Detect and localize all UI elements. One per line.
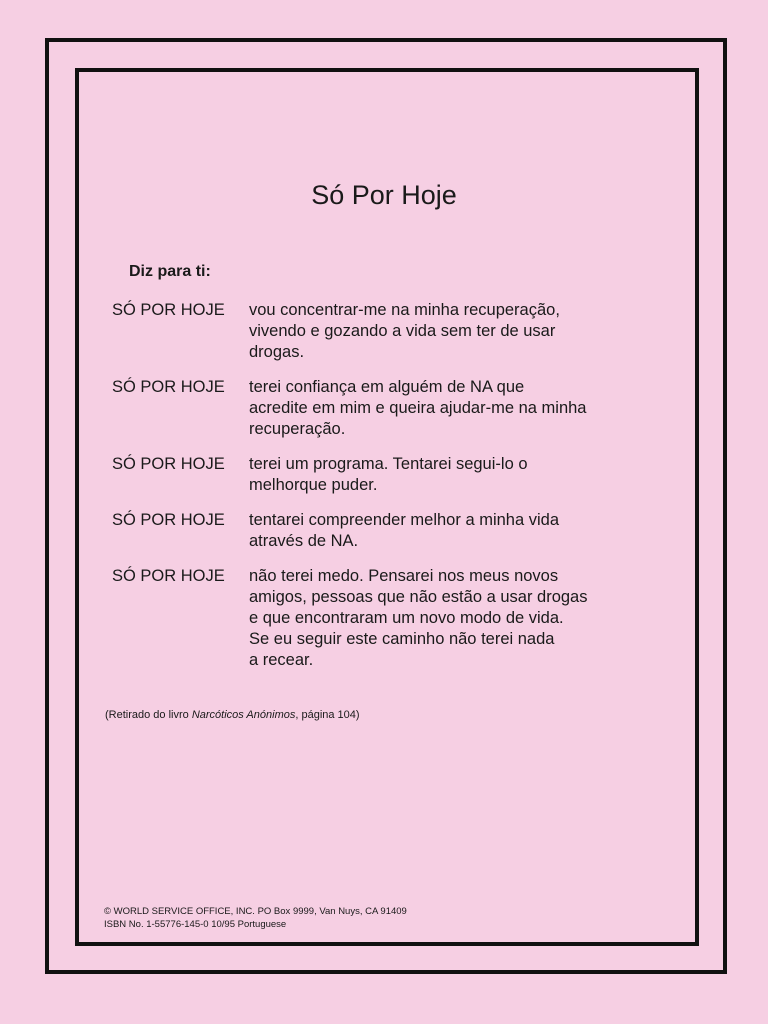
entry-label: SÓ POR HOJE <box>112 511 225 529</box>
entry-text <box>249 510 652 552</box>
source-suffix: , página 104) <box>295 709 360 721</box>
entries-list <box>112 300 652 685</box>
entry-line: recuperação. <box>249 420 346 438</box>
entry-text <box>249 377 652 440</box>
entry-line: vou concentrar-me na minha recuperação, <box>249 301 560 319</box>
entry-label: SÓ POR HOJE <box>112 455 225 473</box>
entry-text <box>249 454 652 496</box>
entry-line: amigos, pessoas que não estão a usar drogas <box>249 588 588 606</box>
entry-line: terei confiança em alguém de NA que <box>249 378 525 396</box>
isbn-line: ISBN No. 1-55776-145-0 10/95 Portuguese <box>104 919 287 930</box>
entry-label: SÓ POR HOJE <box>112 301 225 319</box>
source-prefix: (Retirado do livro <box>105 709 192 721</box>
intro-text: Diz para ti: <box>129 263 211 280</box>
entry-text <box>249 566 652 671</box>
entry-line: Se eu seguir este caminho não terei nada <box>249 630 555 648</box>
entry-label: SÓ POR HOJE <box>112 378 225 396</box>
source-citation <box>105 709 360 721</box>
entry-line: tentarei compreender melhor a minha vida <box>249 511 559 529</box>
source-book-title: Narcóticos Anónimos <box>191 709 296 721</box>
entry-line: não terei medo. Pensarei nos meus novos <box>249 567 559 585</box>
entry-line: e que encontraram um novo modo de vida. <box>249 609 564 627</box>
entry-label: SÓ POR HOJE <box>112 567 225 585</box>
entry-2 <box>112 377 652 440</box>
entry-4 <box>112 510 652 552</box>
copyright-line: © WORLD SERVICE OFFICE, INC. PO Box 9999, Van Nuys, CA 91409 <box>104 906 407 917</box>
entry-5 <box>112 566 652 671</box>
entry-line: através de NA. <box>249 532 359 550</box>
entry-line: vivendo e gozando a vida sem ter de usar <box>249 322 556 340</box>
page-title: Só Por Hoje <box>311 180 457 210</box>
entry-line: a recear. <box>249 651 314 669</box>
entry-1 <box>112 300 652 363</box>
entry-3 <box>112 454 652 496</box>
entry-line: acredite em mim e queira ajudar-me na minha <box>249 399 587 417</box>
footer <box>104 905 407 931</box>
entry-line: terei um programa. Tentarei segui-lo o <box>249 455 528 473</box>
entry-line: drogas. <box>249 343 305 361</box>
entry-text <box>249 300 652 363</box>
entry-line: melhorque puder. <box>249 476 378 494</box>
